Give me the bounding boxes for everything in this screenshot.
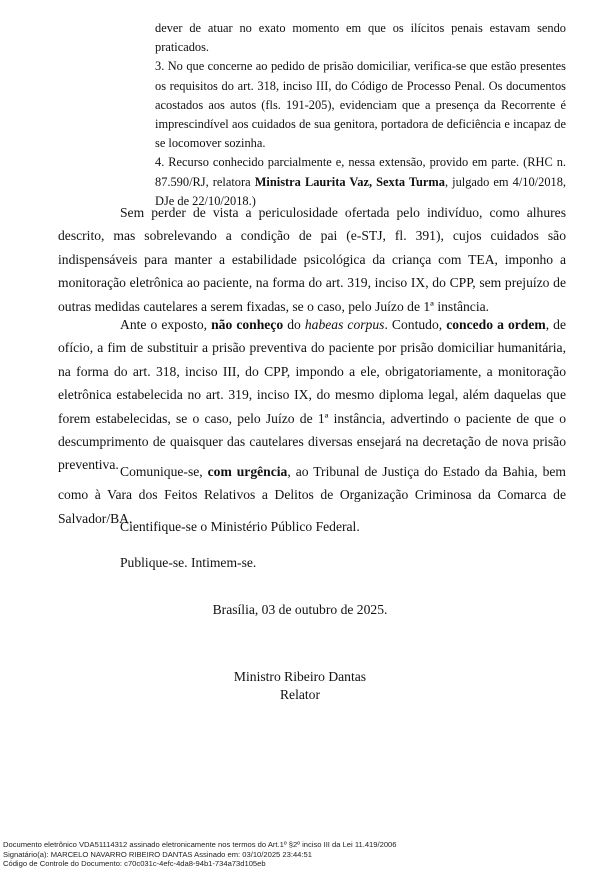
paragraph-text: Sem perder de vista a periculosidade ofertada pelo indivíduo, como alhures descrito, mas sobrelevando a condição de pai (e-STJ, fl. 391), cujos cuidados são indispensáveis para manter a estabilidade psicológica da criança com TEA, imponho a monitoração eletrônica ao paciente, na forma do art. 319, inciso IX, do CPP, sem prejuízo de outras medidas cautelares a serem fixadas, se o caso, pelo Juízo de 1ª instância. [58,205,566,314]
text-run: . Contudo, [384,317,447,332]
footer-line: Signatário(a): MARCELO NAVARRO RIBEIRO DANTAS Assinado em: 03/10/2025 23:44:51 [3,849,312,859]
signature-role: Relator [279,687,320,702]
quoted-excerpt [155,19,566,211]
quote-line: dever de atuar no exato momento em que os ilícitos penais estavam sendo praticados. [155,21,566,55]
quote-item-4-text: 4. Recurso conhecido parcialmente e, nessa extensão, provido em parte. (RHC n. 87.590/RJ, relatora [155,155,566,189]
signature-name: Ministro Ribeiro Dantas [233,669,367,684]
bold-run: não conheço [211,317,284,332]
italic-run: habeas corpus [304,317,385,332]
line-cientifique: Cientifique-se o Ministério Público Federal. [120,519,360,534]
text-run: Comunique-se, [120,464,208,479]
text-run: Ante o exposto, [120,317,212,332]
quote-item-4-text-end: , julgado em 4/10/2018, DJe de 22/10/2018.) [155,174,566,208]
footer-line: Código de Controle do Documento: c70c031c-4efc-4da8-94b1-734a73d105eb [3,859,266,868]
paragraph-text [58,313,566,477]
line-publique: Publique-se. Intimem-se. [120,555,257,570]
quote-item-3: 3. No que concerne ao pedido de prisão domiciliar, verifica-se que estão presentes os requisitos do art. 318, inciso III, do Código de Processo Penal. Os documentos acostados aos autos (fls. 191-205), evidenciam que a presença da Recorrente é imprescindível aos cuidados de sua genitora, portadora de deficiência e incapaz de se locomover sozinha. [155,59,566,151]
quote-item-4-bold: Ministra Laurita Vaz, Sexta Turma [254,174,445,189]
bold-run: com urgência [207,464,288,479]
text-run: do [283,317,305,332]
footer-line: Documento eletrônico VDA51114312 assinado eletronicamente nos termos do Art.1º §2º inciso III da Lei 11.419/2006 [3,840,397,849]
text-run: , de ofício, a fim de substituir a prisão preventiva do paciente por prisão domiciliar humanitária, na forma do art. 318, inciso III, do CPP, impondo a ele, obrigatoriamente, a monitoração eletrônica estabelecida no art. 319, inciso IX, do mesmo diploma legal, além daquelas que forem estabelecidas, se o caso, pelo Juízo de 1ª instância, advertindo o paciente de que o descumprimento de quaisquer das cautelares diversas ensejará na decretação de nova prisão preventiva. [58,317,566,473]
text-run: , ao Tribunal de Justiça do Estado da Bahia, bem como à Vara dos Feitos Relativos a Delitos de Organização Criminosa da Comarca de Salvador/BA. [58,464,566,526]
paragraph-dispositive [58,313,566,477]
place-date: Brasília, 03 de outubro de 2025. [212,602,388,617]
paragraph-monitoring [58,201,566,318]
footer-signature-info [3,840,397,869]
bold-run: concedo a ordem [446,317,546,332]
